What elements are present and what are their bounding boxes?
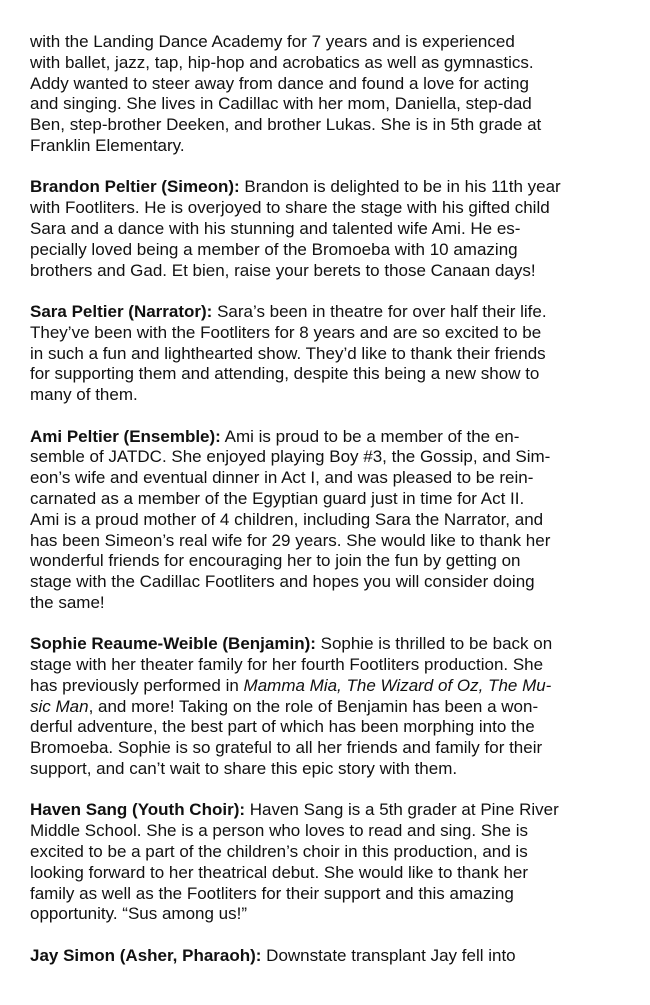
bio-line (30, 53, 626, 74)
bio-text: stage with the Cadillac Footliters and hopes you will consider doing (30, 572, 535, 592)
bio-text: semble of JATDC. She enjoyed playing Boy #3, the Gossip, and Sim- (30, 447, 551, 467)
bio-text: many of them. (30, 385, 138, 405)
show-title-text: sic Man (30, 696, 89, 716)
bio-line (30, 655, 626, 676)
bio-line (30, 261, 626, 282)
cast-name: Sophie Reaume-Weible (Benjamin): (30, 634, 316, 654)
bio-text: derful adventure, the best part of which has been morphing into the (30, 717, 535, 737)
bio-line (30, 219, 626, 240)
bio-paragraph (30, 946, 626, 967)
bio-line (30, 551, 626, 572)
bio-text: Ami is proud to be a member of the en- (220, 426, 520, 446)
bio-line (30, 842, 626, 863)
bio-text: They’ve been with the Footliters for 8 years and are so excited to be (30, 322, 542, 342)
bio-text: Haven Sang is a 5th grader at Pine River (245, 800, 559, 820)
bio-line (30, 531, 626, 552)
bio-text: in such a fun and lighthearted show. They’d like to thank their friends (30, 343, 546, 363)
bio-text: brothers and Gad. Et bien, raise your berets to those Canaan days! (30, 260, 536, 280)
bio-line (30, 385, 626, 406)
bio-paragraph (30, 177, 626, 281)
cast-name: Haven Sang (Youth Choir): (30, 800, 246, 820)
bio-text: Sara’s been in theatre for over half their life. (212, 301, 547, 321)
bio-text: Franklin Elementary. (30, 135, 185, 155)
bio-line (30, 884, 626, 905)
bio-line (30, 447, 626, 468)
bio-line (30, 759, 626, 780)
bio-line (30, 904, 626, 925)
bio-line (30, 344, 626, 365)
bio-line (30, 717, 626, 738)
bio-text: Brandon is delighted to be in his 11th year (239, 177, 561, 197)
bio-text: for supporting them and attending, despite this being a new show to (30, 364, 540, 384)
bio-text: Downstate transplant Jay fell into (261, 945, 516, 965)
bio-line (30, 198, 626, 219)
bio-text: Sara and a dance with his stunning and talented wife Ami. He es- (30, 218, 521, 238)
bio-text: support, and can’t wait to share this epic story with them. (30, 759, 458, 779)
bio-paragraph (30, 800, 626, 925)
bio-text: , and more! Taking on the role of Benjamin has been a won- (88, 696, 539, 716)
bio-line (30, 468, 626, 489)
bio-line (30, 863, 626, 884)
bio-line (30, 510, 626, 531)
bio-text: has been Simeon’s real wife for 29 years. She would like to thank her (30, 530, 551, 550)
bio-line (30, 821, 626, 842)
cast-name: Brandon Peltier (Simeon): (30, 177, 240, 197)
show-title-text: Mamma Mia, The Wizard of Oz, The Mu- (243, 675, 552, 695)
bio-text: opportunity. “Sus among us!” (30, 904, 248, 924)
bio-text: with the Landing Dance Academy for 7 years and is experienced (30, 32, 515, 51)
bio-line (30, 323, 626, 344)
bio-text: the same! (30, 592, 105, 612)
bio-text: Ben, step-brother Deeken, and brother Lukas. She is in 5th grade at (30, 115, 542, 135)
bio-line (30, 177, 626, 198)
bio-text: pecially loved being a member of the Bromoeba with 10 amazing (30, 239, 518, 259)
bio-line (30, 74, 626, 95)
bio-paragraph (30, 427, 626, 614)
bio-line (30, 676, 626, 697)
bio-line (30, 489, 626, 510)
bio-text: eon’s wife and eventual dinner in Act I, and was pleased to be rein- (30, 468, 534, 488)
bio-line (30, 634, 626, 655)
bio-line (30, 427, 626, 448)
bio-text: Sophie is thrilled to be back on (315, 634, 553, 654)
bio-text: Addy wanted to steer away from dance and found a love for acting (30, 73, 529, 93)
bio-line (30, 572, 626, 593)
bio-text: Middle School. She is a person who loves to read and sing. She is (30, 821, 529, 841)
cast-name: Ami Peltier (Ensemble): (30, 426, 221, 446)
bio-text: excited to be a part of the children’s choir in this production, and is (30, 842, 528, 862)
bio-text: has previously performed in (30, 675, 244, 695)
bio-line (30, 240, 626, 261)
bio-line (30, 32, 626, 53)
bio-line (30, 136, 626, 157)
bio-paragraph (30, 32, 626, 157)
bio-line (30, 94, 626, 115)
bio-paragraph (30, 634, 626, 780)
cast-name: Sara Peltier (Narrator): (30, 301, 213, 321)
bio-text: looking forward to her theatrical debut. She would like to thank her (30, 862, 529, 882)
bio-text: with Footliters. He is overjoyed to share the stage with his gifted child (30, 198, 550, 218)
bio-line (30, 738, 626, 759)
bio-text: wonderful friends for encouraging her to join the fun by getting on (30, 551, 521, 571)
bio-line (30, 302, 626, 323)
bio-text: family as well as the Footliters for their support and this amazing (30, 883, 514, 903)
bio-text: Ami is a proud mother of 4 children, including Sara the Narrator, and (30, 509, 544, 529)
bio-text: with ballet, jazz, tap, hip-hop and acrobatics as well as gymnastics. (30, 52, 534, 72)
bio-line (30, 800, 626, 821)
bio-text: stage with her theater family for her fourth Footliters production. She (30, 655, 544, 675)
bio-line (30, 364, 626, 385)
bio-paragraph (30, 302, 626, 406)
bio-line (30, 115, 626, 136)
bio-line (30, 946, 626, 967)
bio-text: and singing. She lives in Cadillac with her mom, Daniella, step-dad (30, 94, 532, 114)
bio-line (30, 697, 626, 718)
bio-text: carnated as a member of the Egyptian guard just in time for Act II. (30, 488, 525, 508)
bio-text: Bromoeba. Sophie is so grateful to all her friends and family for their (30, 738, 543, 758)
bio-line (30, 593, 626, 614)
program-bios-page (30, 32, 626, 987)
cast-name: Jay Simon (Asher, Pharaoh): (30, 945, 262, 965)
